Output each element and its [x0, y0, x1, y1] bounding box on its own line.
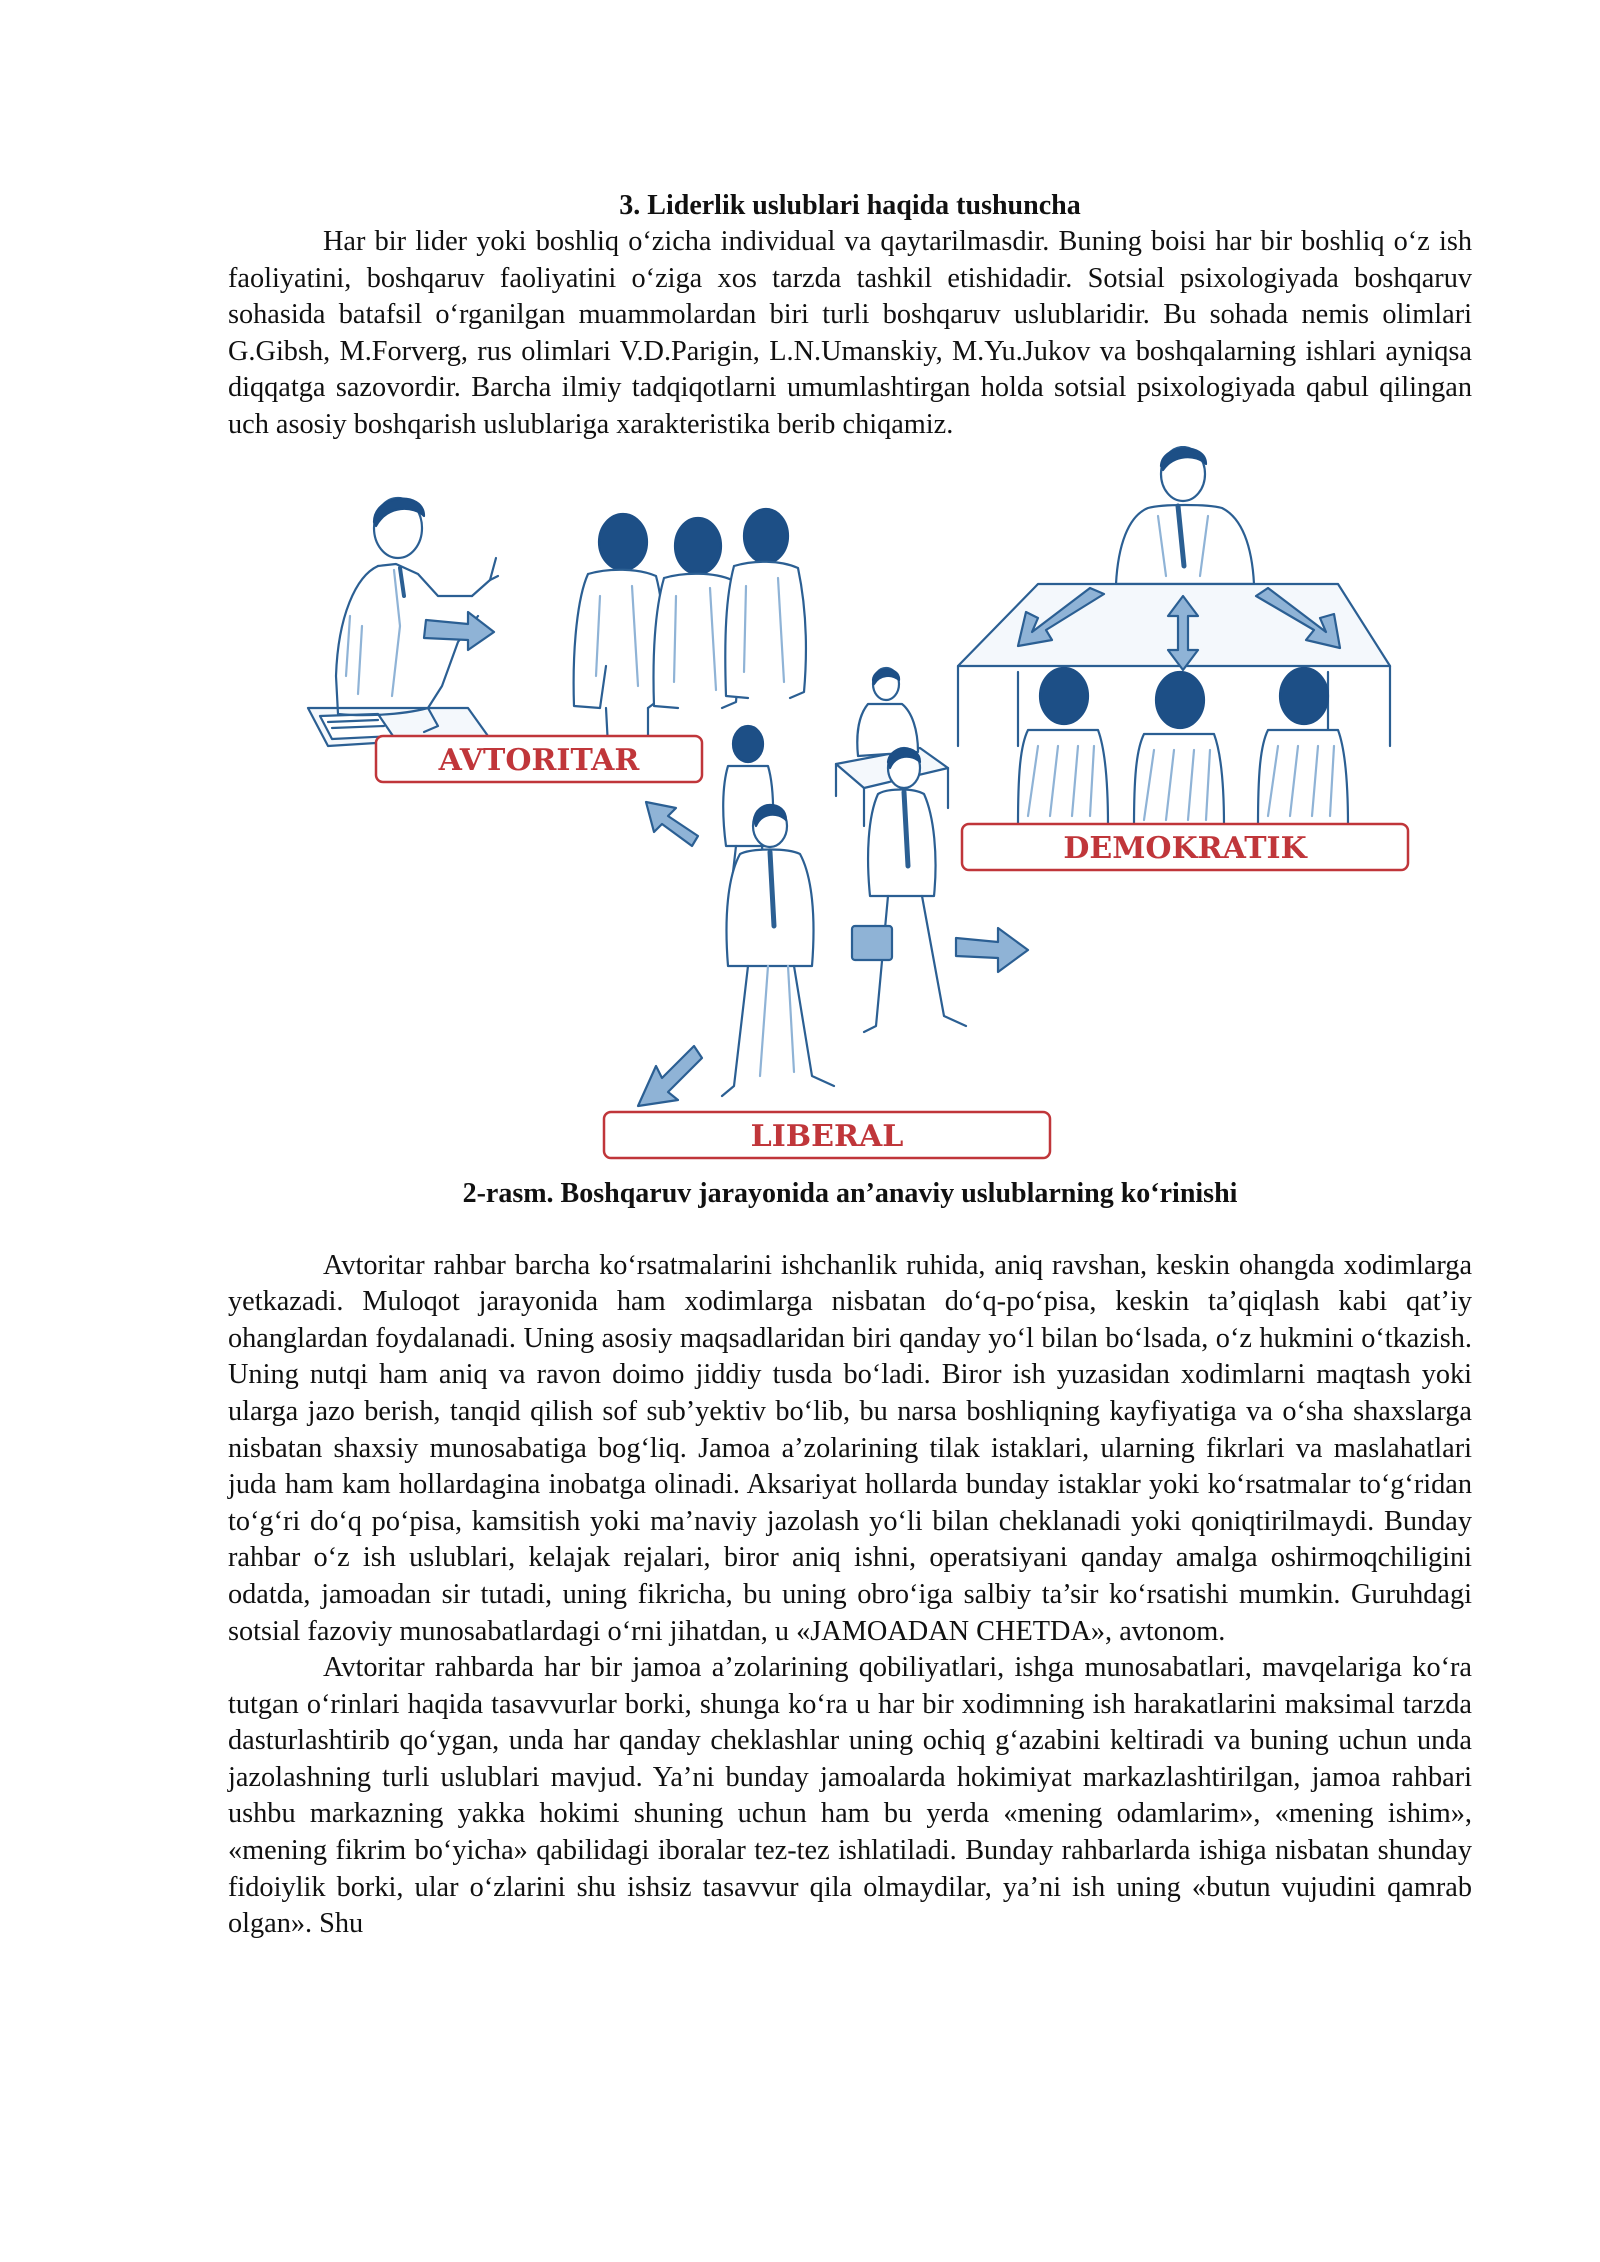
leadership-styles-illustration [228, 446, 1472, 1168]
figure-caption: 2-rasm. Boshqaruv jarayonida an’anaviy uslublarning koʻrinishi [462, 1177, 1238, 1209]
label-liberal: LIBERAL [750, 1118, 904, 1154]
autocratic-scene [308, 498, 806, 782]
democratic-scene [958, 447, 1408, 870]
intro-paragraph: Har bir lider yoki boshliq oʻzicha individual va qaytarilmasdir. Buning boisi har bir boshliq oʻz ish faoliyatini, boshqaruv faoliyatini oʻziga xos tarzda tashkil etishidadir. Sotsial psixologiyada boshqaruv sohasida batafsil oʻrganilgan muammolardan biri turli boshqaruv uslublaridir. Bu sohada nemis olimlari G.Gibsh, M.Forverg, rus olimlari V.D.Parigin, L.N.Umanskiy, M.Yu.Jukov va boshqalarning ishlari ayniqsa diqqatga sazovordir. Barcha ilmiy tadqiqotlarni umumlashtirgan holda sotsial psixologiyada qabul qilingan uch asosiy boshqarish uslublariga xarakteristika berib chiqamiz. [228, 226, 1472, 440]
document-page [228, 188, 1472, 1943]
label-autocratic: AVTORITAR [438, 742, 640, 778]
label-democratic: DEMOKRATIK [1063, 830, 1307, 866]
section-heading: 3. Liderlik uslublari haqida tushuncha [619, 190, 1081, 221]
body-paragraph-2: Avtoritar rahbarda har bir jamoa a’zolarining qobiliyatlari, ishga munosabatlari, mavqelariga koʻra tutgan oʻrinlari haqida tasavvurlar borki, shunga koʻra u har bir xodimning ish harakatlarini maksimal tarzda dasturlashtirib qoʻygan, unda har qanday cheklashlar uning ochiq gʻazabini keltiradi va buning uchun unda jazolashning turli uslublari mavjud. Ya’ni bunday jamoalarda hokimiyat markazlashtirilgan, jamoa rahbari ushbu markazning yakka hokimi shuning uchun ham bu yerda «mening odamlarim», «mening ishim», «mening fikrim boʻyicha» qabilidagi iboralar tez-tez ishlatiladi. Bunday rahbarlarda ishiga nisbatan shunday fidoiylik borki, ular oʻzlarini shu ishsiz tasavvur qila olmaydilar, ya’ni ish uning «butun vujudini qamrab olgan». Shu [228, 1652, 1472, 1940]
body-paragraph-1: Avtoritar rahbar barcha koʻrsatmalarini ishchanlik ruhida, aniq ravshan, keskin ohangda xodimlarga yetkazadi. Muloqot jarayonida ham xodimlarga nisbatan doʻq-poʻpisa, keskin ta’qiqlash kabi qat’iy ohanglardan foydalanadi. Uning asosiy maqsadlaridan biri qanday yoʻl bilan boʻlsada, oʻz hukmini oʻtkazish. Uning nutqi ham aniq va ravon doimo jiddiy tusda boʻladi. Biror ish yuzasidan xodimlarni maqtash yoki ularga jazo berish, tanqid qilish sof sub’yektiv boʻlib, bu narsa boshliqning kayfiyatiga va oʻsha shaxslarga nisbatan shaxsiy munosabatiga bogʻliq. Jamoa a’zolarining tilak istaklari, ularning fikrlari va maslahatlari juda ham kam hollardagina inobatga olinadi. Aksariyat hollarda bunday istaklar yoki koʻrsatmalar toʻgʻridan toʻgʻri doʻq poʻpisa, kamsitish yoki ma’naviy jazolash yoʻli bilan cheklanadi yoki qoniqtirilmaydi. Bunday rahbar oʻz ish uslublari, kelajak rejalari, biror aniq ishni, operatsiyani qanday amalga oshirmoqchiligini odatda, jamoadan sir tutadi, uning fikricha, bu uning obroʻiga salbiy ta’sir koʻrsatishi mumkin. Guruhdagi sotsial fazoviy munosabatlardagi oʻrni jihatdan, u «JAMOADAN CHETDA», avtonom. [228, 1249, 1472, 1647]
